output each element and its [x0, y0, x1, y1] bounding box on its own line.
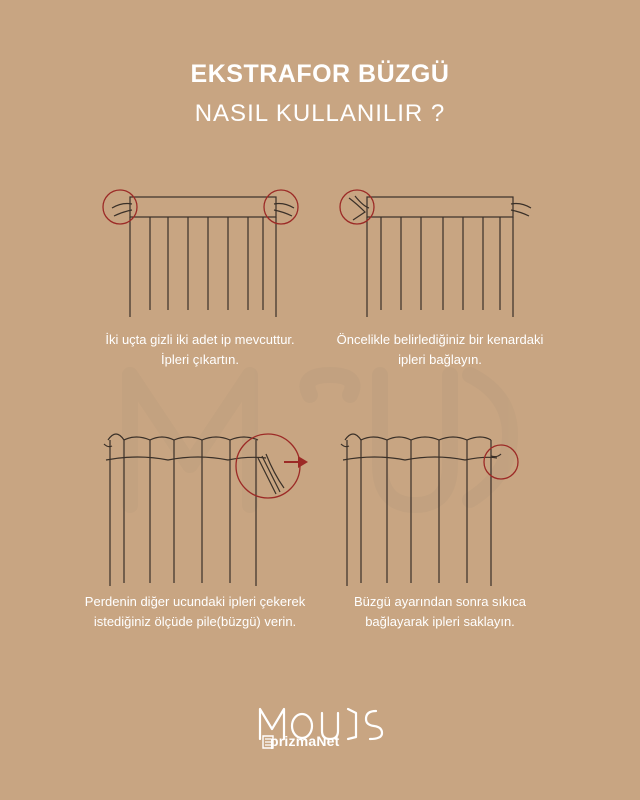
- page-title: EKSTRAFOR BÜZGÜ: [190, 60, 450, 88]
- step2-caption-line2: ipleri bağlayın.: [398, 352, 482, 367]
- step3-caption-line2: istediğiniz ölçüde pile(büzgü) verin.: [93, 614, 297, 629]
- step4-caption: [300, 592, 580, 632]
- step2-caption-line1: Öncelikle belirlediğiniz bir kenardaki: [336, 332, 544, 347]
- step4-caption-line2: bağlayarak ipleri saklayın.: [365, 614, 515, 629]
- step4-illustration: [335, 418, 545, 590]
- prizmanet-text: prizmaNet: [270, 733, 340, 749]
- step1-caption-line1: İki uçta gizli iki adet ip mevcuttur.: [105, 332, 295, 347]
- step2-caption: [300, 330, 580, 370]
- page-subtitle: NASIL KULLANILIR ?: [194, 100, 446, 127]
- step3-caption-line1: Perdenin diğer ucundaki ipleri çekerek: [84, 594, 306, 609]
- mouds-logo: [250, 684, 390, 764]
- step1-caption-line2: İpleri çıkartın.: [160, 352, 240, 367]
- step3-caption: [55, 592, 335, 632]
- step2-illustration: [335, 182, 545, 322]
- step1-caption: [60, 330, 340, 370]
- step3-illustration: [98, 418, 313, 590]
- step1-illustration: [98, 182, 308, 322]
- step4-caption-line1: Büzgü ayarından sonra sıkıca: [354, 594, 526, 609]
